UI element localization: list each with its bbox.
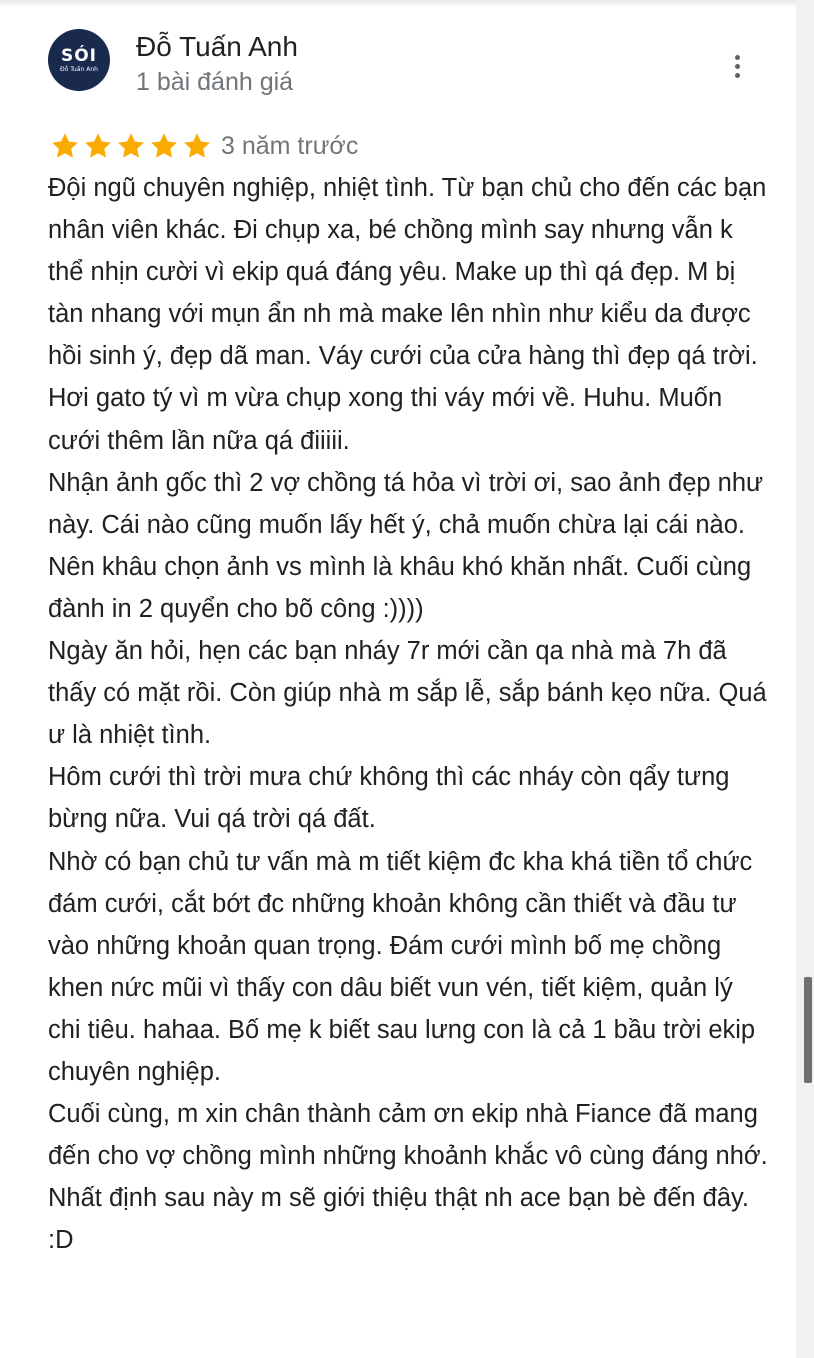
- review-date: 3 năm trước: [221, 132, 359, 160]
- more-vertical-icon-dot: [735, 55, 740, 60]
- scrollbar-track[interactable]: [796, 0, 814, 1358]
- star-icon: [116, 131, 146, 161]
- avatar-logo-subtext: Đỗ Tuấn Anh: [60, 65, 98, 73]
- star-icon: [149, 131, 179, 161]
- more-options-button[interactable]: [722, 48, 752, 84]
- scrollbar-thumb[interactable]: [804, 977, 812, 1083]
- star-icon: [50, 131, 80, 161]
- reviewer-review-count[interactable]: 1 bài đánh giá: [136, 68, 294, 96]
- avatar-logo-text: SÓI: [60, 45, 98, 66]
- review-text: Đội ngũ chuyên nghiệp, nhiệt tình. Từ bạn chủ cho đến các bạn nhân viên khác. Đi chụp xa, bé chồng mình say nhưng vẫn k thể nhịn cười vì ekip quá đáng yêu. Make up thì qá đẹp. M bị tàn nhang với mụn ẩn nh mà make lên nhìn như kiểu da được hồi sinh ý, đẹp dã man. Váy cưới của cửa hàng thì đẹp qá trời. Hơi gato tý vì m vừa chụp xong thi váy mới về. Huhu. Muốn cưới thêm lần nữa qá điiiii. Nhận ảnh gốc thì 2 vợ chồng tá hỏa vì trời ơi, sao ảnh đẹp như này. Cái nào cũng muốn lấy hết ý, chả muốn chừa lại cái nào. Nên khâu chọn ảnh vs mình là khâu khó khăn nhất. Cuối cùng đành in 2 quyển cho bõ công :)))) Ngày ăn hỏi, hẹn các bạn nháy 7r mới cần qa nhà mà 7h đã thấy có mặt rồi. Còn giúp nhà m sắp lễ, sắp bánh kẹo nữa. Quá ư là nhiệt tình. Hôm cưới thì trời mưa chứ không thì các nháy còn qẩy tưng bừng nữa. Vui qá trời qá đất. Nhờ có bạn chủ tư vấn mà m tiết kiệm đc kha khá tiền tổ chức đám cưới, cắt bớt đc những khoản không cần thiết và đầu tư vào những khoản quan trọng. Đám cưới mình bố mẹ chồng khen nức mũi vì thấy con dâu biết vun vén, tiết kiệm, quản lý chi tiêu. hahaa. Bố mẹ k biết sau lưng con là cả 1 bầu trời ekip chuyên nghiệp. Cuối cùng, m xin chân thành cảm ơn ekip nhà Fiance đã mang đến cho vợ chồng mình những khoảnh khắc vô cùng đáng nhớ. Nhất định sau này m sẽ giới thiệu thật nh ace bạn bè đến đây. :D: [48, 174, 768, 1255]
- rating-row: [50, 128, 358, 164]
- more-vertical-icon-dot: [735, 73, 740, 78]
- star-rating: [50, 131, 212, 161]
- reviewer-avatar[interactable]: [48, 29, 110, 91]
- reviewer-name[interactable]: Đỗ Tuấn Anh: [136, 31, 298, 62]
- star-icon: [182, 131, 212, 161]
- star-icon: [83, 131, 113, 161]
- more-vertical-icon-dot: [735, 64, 740, 69]
